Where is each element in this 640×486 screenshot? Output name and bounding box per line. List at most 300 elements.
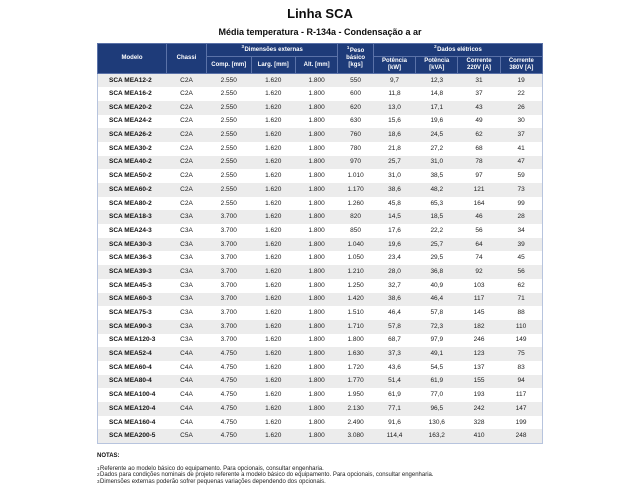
col-group-label: Dimensões externas <box>244 46 303 53</box>
cell-comp: 2.550 <box>220 144 237 152</box>
cell-peso-basico: 1.720 <box>347 363 364 371</box>
cell-modelo: SCA MEA30-3 <box>109 240 152 248</box>
cell-chassi: C3A <box>180 336 193 344</box>
col-header-alt: Alt. [mm] <box>296 57 338 74</box>
cell-comp: 3.700 <box>220 281 237 289</box>
cell-alt: 1.800 <box>308 418 325 426</box>
cell-alt: 1.800 <box>308 391 325 399</box>
cell-alt: 1.800 <box>308 363 325 371</box>
cell-potencia-kva: 65,3 <box>430 199 444 207</box>
cell-modelo: SCA MEA26-2 <box>109 131 152 139</box>
cell-modelo: SCA MEA36-3 <box>109 254 152 262</box>
table-row <box>98 210 543 224</box>
cell-peso-basico: 1.630 <box>347 350 364 358</box>
cell-larg: 1.620 <box>265 336 282 344</box>
cell-modelo: SCA MEA60-4 <box>109 363 152 371</box>
cell-peso-basico: 1.800 <box>347 336 364 344</box>
cell-potencia-kva: 25,7 <box>430 240 444 248</box>
cell-peso-basico: 970 <box>350 158 361 166</box>
cell-potencia-kw: 51,4 <box>388 377 401 385</box>
cell-chassi: C4A <box>180 350 193 358</box>
cell-comp: 3.700 <box>220 254 237 262</box>
cell-corrente-220v: 64 <box>475 240 483 248</box>
cell-potencia-kw: 77,1 <box>388 404 401 412</box>
cell-chassi: C2A <box>180 185 193 193</box>
cell-corrente-220v: 164 <box>473 199 485 207</box>
note-text: Dados para condições nominais de projeto referente a modelo básico do equipamento. Para opcionais, consultar engenharia. <box>100 472 434 479</box>
cell-larg: 1.620 <box>265 144 282 152</box>
cell-alt: 1.800 <box>308 131 325 139</box>
cell-modelo: SCA MEA50-2 <box>109 172 152 180</box>
col-header-potencia-kw: Potência [kW] <box>373 57 415 74</box>
cell-alt: 1.800 <box>308 240 325 248</box>
cell-peso-basico: 1.040 <box>347 240 364 248</box>
cell-alt: 1.800 <box>308 377 325 385</box>
table-row <box>98 416 543 430</box>
cell-corrente-220v: 78 <box>475 158 483 166</box>
cell-corrente-220v: 246 <box>473 336 485 344</box>
cell-alt: 1.800 <box>308 336 325 344</box>
cell-potencia-kw: 37,3 <box>388 350 401 358</box>
table-row <box>98 306 543 320</box>
cell-comp: 4.750 <box>220 350 237 358</box>
cell-chassi: C3A <box>180 309 193 317</box>
cell-larg: 1.620 <box>265 117 282 125</box>
cell-peso-basico: 1.260 <box>347 199 364 207</box>
cell-potencia-kva: 19,6 <box>430 117 444 125</box>
cell-corrente-380v: 248 <box>515 431 527 439</box>
cell-alt: 1.800 <box>308 295 325 303</box>
cell-comp: 4.750 <box>220 431 237 439</box>
cell-corrente-380v: 199 <box>515 418 527 426</box>
cell-alt: 1.800 <box>308 199 325 207</box>
cell-comp: 2.550 <box>220 76 237 84</box>
cell-potencia-kva: 97,9 <box>430 336 444 344</box>
cell-potencia-kw: 9,7 <box>389 76 400 84</box>
cell-chassi: C2A <box>180 76 193 84</box>
cell-larg: 1.620 <box>265 322 282 330</box>
cell-comp: 3.700 <box>220 336 237 344</box>
cell-peso-basico: 2.130 <box>347 404 364 412</box>
cell-alt: 1.800 <box>308 90 325 98</box>
table-row <box>98 101 543 115</box>
cell-modelo: SCA MEA24-2 <box>109 117 152 125</box>
cell-corrente-220v: 49 <box>475 117 483 125</box>
cell-comp: 3.700 <box>220 295 237 303</box>
cell-chassi: C2A <box>180 158 193 166</box>
cell-comp: 2.550 <box>220 103 237 111</box>
cell-corrente-220v: 328 <box>473 418 485 426</box>
cell-modelo: SCA MEA39-3 <box>109 267 152 275</box>
table-row <box>98 74 543 88</box>
cell-potencia-kw: 28,0 <box>388 267 401 275</box>
cell-larg: 1.620 <box>265 213 282 221</box>
col-header-potencia-kva: Potência [kVA] <box>416 57 458 74</box>
cell-modelo: SCA MEA120-4 <box>109 404 156 412</box>
cell-peso-basico: 3.080 <box>347 431 364 439</box>
col-header-corrente-220v: Corrente 220V [A] <box>458 57 500 74</box>
col-header-peso-basico <box>338 44 374 74</box>
cell-corrente-380v: 19 <box>517 76 525 84</box>
cell-larg: 1.620 <box>265 281 282 289</box>
cell-alt: 1.800 <box>308 144 325 152</box>
table-row <box>98 197 543 211</box>
cell-corrente-220v: 155 <box>473 377 485 385</box>
cell-modelo: SCA MEA200-5 <box>109 431 156 439</box>
cell-modelo: SCA MEA100-4 <box>109 391 156 399</box>
cell-modelo: SCA MEA60-2 <box>109 185 152 193</box>
cell-larg: 1.620 <box>265 363 282 371</box>
cell-potencia-kva: 57,8 <box>430 309 444 317</box>
cell-chassi: C2A <box>180 144 193 152</box>
cell-larg: 1.620 <box>265 131 282 139</box>
footnote-marker: 2 <box>434 43 437 49</box>
cell-potencia-kva: 61,9 <box>430 377 444 385</box>
cell-modelo: SCA MEA120-3 <box>109 336 156 344</box>
cell-peso-basico: 1.420 <box>347 295 364 303</box>
table-row <box>98 156 543 170</box>
cell-corrente-220v: 37 <box>475 90 483 98</box>
cell-chassi: C3A <box>180 254 193 262</box>
cell-chassi: C4A <box>180 418 193 426</box>
cell-potencia-kva: 54,5 <box>430 363 444 371</box>
notes-section <box>97 453 543 486</box>
note-text: Dimensões externas poderão sofrer pequenas variações dependendo dos opcionais. <box>100 479 326 486</box>
table-row <box>98 361 543 375</box>
cell-corrente-220v: 117 <box>473 295 485 303</box>
cell-potencia-kw: 31,0 <box>388 172 401 180</box>
cell-larg: 1.620 <box>265 254 282 262</box>
cell-peso-basico: 760 <box>350 131 361 139</box>
cell-corrente-220v: 97 <box>475 172 483 180</box>
cell-corrente-380v: 37 <box>517 131 525 139</box>
cell-corrente-380v: 62 <box>517 281 525 289</box>
cell-potencia-kva: 130,6 <box>428 418 445 426</box>
cell-potencia-kw: 43,6 <box>388 363 401 371</box>
table-body <box>98 74 543 444</box>
cell-larg: 1.620 <box>265 199 282 207</box>
cell-alt: 1.800 <box>308 431 325 439</box>
cell-potencia-kva: 18,5 <box>430 213 444 221</box>
cell-larg: 1.620 <box>265 172 282 180</box>
cell-alt: 1.800 <box>308 350 325 358</box>
table-row <box>98 87 543 101</box>
cell-comp: 3.700 <box>220 267 237 275</box>
footnote-marker: 3 <box>97 479 100 485</box>
cell-corrente-380v: 147 <box>515 404 527 412</box>
cell-corrente-220v: 62 <box>475 131 483 139</box>
cell-potencia-kva: 27,2 <box>430 144 444 152</box>
cell-alt: 1.800 <box>308 172 325 180</box>
table-row <box>98 128 543 142</box>
cell-peso-basico: 2.490 <box>347 418 364 426</box>
cell-corrente-380v: 59 <box>517 172 525 180</box>
cell-corrente-380v: 99 <box>517 199 525 207</box>
page-subtitle: Média temperatura - R-134a - Condensação a ar <box>218 27 422 37</box>
table-row <box>98 334 543 348</box>
cell-modelo: SCA MEA80-2 <box>109 199 152 207</box>
cell-potencia-kva: 38,5 <box>430 172 444 180</box>
cell-larg: 1.620 <box>265 158 282 166</box>
cell-corrente-380v: 94 <box>517 377 525 385</box>
cell-potencia-kva: 48,2 <box>430 185 444 193</box>
spec-table <box>97 43 543 444</box>
cell-chassi: C5A <box>180 431 193 439</box>
note-line <box>97 479 543 486</box>
cell-chassi: C3A <box>180 281 193 289</box>
cell-potencia-kw: 14,5 <box>388 213 401 221</box>
cell-comp: 4.750 <box>220 391 237 399</box>
cell-larg: 1.620 <box>265 267 282 275</box>
cell-comp: 3.700 <box>220 240 237 248</box>
table-row <box>98 388 543 402</box>
cell-corrente-380v: 73 <box>517 185 525 193</box>
col-group-label: Dados elétricos <box>437 46 482 53</box>
cell-chassi: C4A <box>180 404 193 412</box>
cell-potencia-kva: 46,4 <box>430 295 444 303</box>
cell-peso-basico: 1.170 <box>347 185 364 193</box>
cell-alt: 1.800 <box>308 267 325 275</box>
cell-potencia-kw: 17,6 <box>388 226 401 234</box>
cell-corrente-380v: 41 <box>517 144 525 152</box>
cell-peso-basico: 1.950 <box>347 391 364 399</box>
table-row <box>98 251 543 265</box>
cell-modelo: SCA MEA30-2 <box>109 144 152 152</box>
cell-comp: 2.550 <box>220 117 237 125</box>
cell-corrente-220v: 56 <box>475 226 483 234</box>
cell-chassi: C3A <box>180 213 193 221</box>
cell-comp: 4.750 <box>220 418 237 426</box>
cell-potencia-kva: 49,1 <box>430 350 444 358</box>
cell-chassi: C2A <box>180 103 193 111</box>
table-row <box>98 265 543 279</box>
cell-potencia-kw: 61,9 <box>388 391 401 399</box>
cell-comp: 3.700 <box>220 309 237 317</box>
cell-corrente-380v: 71 <box>517 295 525 303</box>
cell-potencia-kva: 36,8 <box>430 267 444 275</box>
cell-potencia-kva: 17,1 <box>430 103 444 111</box>
cell-modelo: SCA MEA18-3 <box>109 213 152 221</box>
footnote-marker: 1 <box>97 465 100 471</box>
cell-comp: 3.700 <box>220 322 237 330</box>
cell-comp: 4.750 <box>220 377 237 385</box>
cell-chassi: C3A <box>180 295 193 303</box>
cell-corrente-220v: 410 <box>473 431 485 439</box>
cell-larg: 1.620 <box>265 295 282 303</box>
cell-comp: 3.700 <box>220 226 237 234</box>
table-row <box>98 169 543 183</box>
cell-peso-basico: 1.250 <box>347 281 364 289</box>
cell-corrente-380v: 117 <box>515 391 527 399</box>
cell-corrente-380v: 47 <box>517 158 525 166</box>
cell-chassi: C3A <box>180 226 193 234</box>
cell-potencia-kw: 19,6 <box>388 240 401 248</box>
cell-peso-basico: 1.710 <box>347 322 364 330</box>
cell-corrente-220v: 193 <box>473 391 485 399</box>
table-row <box>98 183 543 197</box>
cell-alt: 1.800 <box>308 103 325 111</box>
cell-potencia-kva: 31,0 <box>430 158 444 166</box>
cell-corrente-380v: 22 <box>517 90 525 98</box>
col-header-modelo: Modelo <box>98 44 167 74</box>
cell-larg: 1.620 <box>265 226 282 234</box>
cell-larg: 1.620 <box>265 240 282 248</box>
cell-comp: 2.550 <box>220 131 237 139</box>
cell-larg: 1.620 <box>265 404 282 412</box>
table-row <box>98 279 543 293</box>
table-row <box>98 293 543 307</box>
cell-modelo: SCA MEA20-2 <box>109 103 152 111</box>
note-line <box>97 472 543 479</box>
cell-peso-basico: 850 <box>350 226 361 234</box>
cell-peso-basico: 620 <box>350 103 361 111</box>
cell-modelo: SCA MEA160-4 <box>109 418 156 426</box>
cell-chassi: C2A <box>180 172 193 180</box>
cell-comp: 4.750 <box>220 404 237 412</box>
cell-potencia-kw: 38,6 <box>388 295 401 303</box>
cell-modelo: SCA MEA16-2 <box>109 90 152 98</box>
cell-larg: 1.620 <box>265 431 282 439</box>
cell-alt: 1.800 <box>308 404 325 412</box>
cell-corrente-380v: 34 <box>517 226 525 234</box>
cell-corrente-380v: 30 <box>517 117 525 125</box>
cell-modelo: SCA MEA12-2 <box>109 76 152 84</box>
cell-potencia-kw: 23,4 <box>388 254 401 262</box>
cell-corrente-220v: 242 <box>473 404 485 412</box>
cell-modelo: SCA MEA45-3 <box>109 281 152 289</box>
cell-chassi: C2A <box>180 117 193 125</box>
cell-peso-basico: 1.010 <box>347 172 364 180</box>
cell-peso-basico: 1.050 <box>347 254 364 262</box>
cell-comp: 2.550 <box>220 199 237 207</box>
cell-corrente-220v: 46 <box>475 213 483 221</box>
cell-larg: 1.620 <box>265 185 282 193</box>
cell-larg: 1.620 <box>265 309 282 317</box>
cell-peso-basico: 550 <box>350 76 361 84</box>
cell-chassi: C4A <box>180 391 193 399</box>
cell-alt: 1.800 <box>308 309 325 317</box>
cell-alt: 1.800 <box>308 322 325 330</box>
cell-peso-basico: 600 <box>350 90 361 98</box>
cell-alt: 1.800 <box>308 158 325 166</box>
cell-potencia-kw: 91,6 <box>388 418 401 426</box>
col-header-comp: Comp. [mm] <box>207 57 252 74</box>
cell-modelo: SCA MEA24-3 <box>109 226 152 234</box>
cell-corrente-220v: 123 <box>473 350 485 358</box>
cell-potencia-kva: 77,0 <box>430 391 444 399</box>
table-row <box>98 375 543 389</box>
cell-larg: 1.620 <box>265 90 282 98</box>
cell-corrente-220v: 137 <box>473 363 485 371</box>
cell-potencia-kva: 24,5 <box>430 131 444 139</box>
cell-chassi: C4A <box>180 377 193 385</box>
cell-potencia-kw: 45,8 <box>388 199 401 207</box>
table-row <box>98 115 543 129</box>
page-title: Linha SCA <box>287 6 353 21</box>
cell-alt: 1.800 <box>308 254 325 262</box>
cell-potencia-kw: 46,4 <box>388 309 401 317</box>
table-row <box>98 347 543 361</box>
cell-corrente-380v: 149 <box>515 336 527 344</box>
cell-potencia-kw: 68,7 <box>388 336 401 344</box>
cell-potencia-kw: 11,8 <box>388 90 401 98</box>
cell-potencia-kw: 18,6 <box>388 131 401 139</box>
cell-corrente-380v: 83 <box>517 363 525 371</box>
cell-comp: 2.550 <box>220 90 237 98</box>
cell-modelo: SCA MEA40-2 <box>109 158 152 166</box>
cell-corrente-380v: 39 <box>517 240 525 248</box>
footnote-marker: 3 <box>241 43 244 49</box>
cell-potencia-kw: 38,6 <box>388 185 401 193</box>
cell-potencia-kw: 57,8 <box>388 322 401 330</box>
table-row <box>98 429 543 443</box>
cell-alt: 1.800 <box>308 213 325 221</box>
cell-larg: 1.620 <box>265 418 282 426</box>
cell-potencia-kw: 114,4 <box>386 431 403 439</box>
table-row <box>98 238 543 252</box>
cell-corrente-380v: 56 <box>517 267 525 275</box>
cell-corrente-380v: 45 <box>517 254 525 262</box>
col-header-chassi: Chassi <box>166 44 206 74</box>
cell-potencia-kw: 25,7 <box>388 158 401 166</box>
cell-comp: 2.550 <box>220 185 237 193</box>
cell-corrente-220v: 121 <box>473 185 485 193</box>
cell-alt: 1.800 <box>308 226 325 234</box>
note-text: Referente ao modelo básico do equipamento. Para opcionais, consultar engenharia. <box>100 465 324 472</box>
cell-corrente-380v: 26 <box>517 103 525 111</box>
cell-potencia-kw: 15,6 <box>388 117 401 125</box>
notes-heading: NOTAS: <box>97 452 120 459</box>
cell-modelo: SCA MEA60-3 <box>109 295 152 303</box>
cell-chassi: C3A <box>180 267 193 275</box>
cell-modelo: SCA MEA52-4 <box>109 350 152 358</box>
cell-corrente-220v: 103 <box>473 281 485 289</box>
cell-comp: 3.700 <box>220 213 237 221</box>
cell-larg: 1.620 <box>265 391 282 399</box>
cell-potencia-kva: 40,9 <box>430 281 444 289</box>
cell-potencia-kva: 163,2 <box>428 431 445 439</box>
cell-chassi: C3A <box>180 322 193 330</box>
cell-potencia-kva: 96,5 <box>430 404 444 412</box>
cell-modelo: SCA MEA90-3 <box>109 322 152 330</box>
cell-comp: 2.550 <box>220 172 237 180</box>
col-header-corrente-380v: Corrente 380V [A] <box>500 57 542 74</box>
cell-corrente-220v: 68 <box>475 144 483 152</box>
footnote-marker: 2 <box>97 472 100 478</box>
cell-peso-basico: 630 <box>350 117 361 125</box>
cell-potencia-kva: 72,3 <box>430 322 444 330</box>
cell-alt: 1.800 <box>308 185 325 193</box>
table-header <box>98 44 543 74</box>
table-row <box>98 320 543 334</box>
footnote-marker: 1 <box>346 45 350 50</box>
cell-modelo: SCA MEA80-4 <box>109 377 152 385</box>
table-row <box>98 224 543 238</box>
cell-chassi: C2A <box>180 131 193 139</box>
cell-potencia-kw: 32,7 <box>388 281 401 289</box>
cell-modelo: SCA MEA75-3 <box>109 309 152 317</box>
col-header-label: Peso básico [kgs] <box>346 48 366 68</box>
cell-alt: 1.800 <box>308 281 325 289</box>
cell-peso-basico: 1.210 <box>347 267 364 275</box>
cell-larg: 1.620 <box>265 76 282 84</box>
cell-alt: 1.800 <box>308 76 325 84</box>
cell-comp: 2.550 <box>220 158 237 166</box>
cell-corrente-220v: 92 <box>475 267 483 275</box>
cell-peso-basico: 780 <box>350 144 361 152</box>
cell-larg: 1.620 <box>265 103 282 111</box>
cell-potencia-kva: 29,5 <box>430 254 444 262</box>
